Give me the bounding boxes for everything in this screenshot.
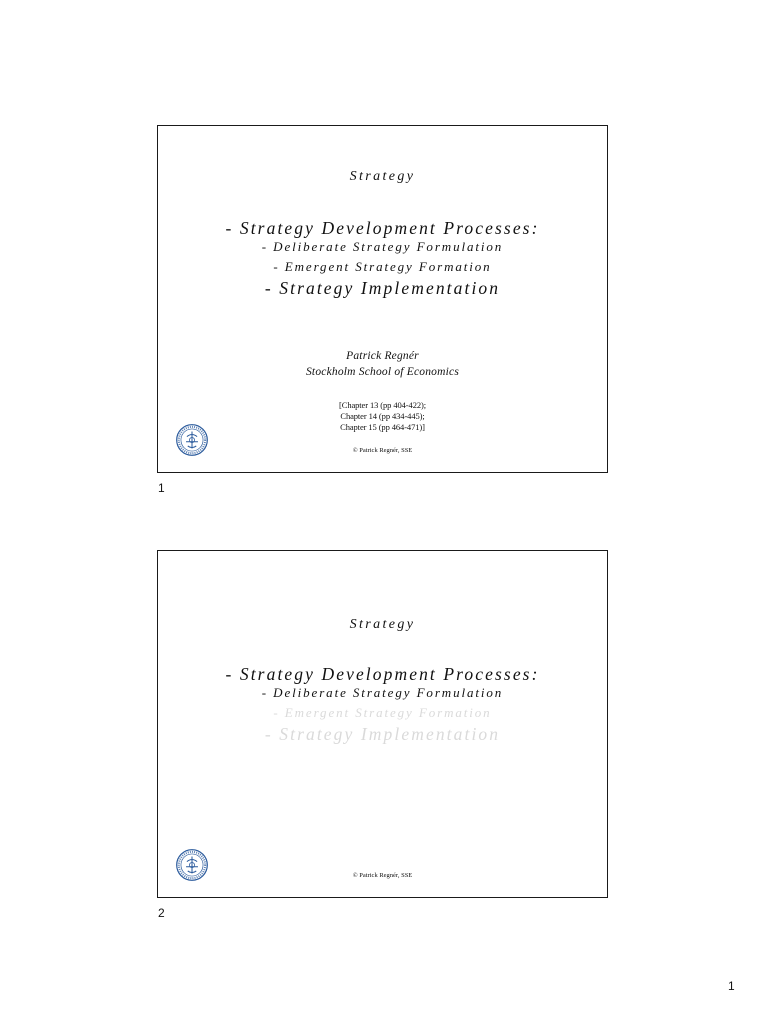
slide-line-implementation: - Strategy Implementation	[264, 278, 501, 298]
slide-1	[157, 125, 608, 473]
slide-heading: - Strategy Development Processes:	[225, 664, 540, 684]
chapter-ref-2: Chapter 14 (pp 434-445);	[340, 411, 425, 421]
slide-number: 1	[158, 481, 165, 495]
school-seal-icon	[175, 423, 209, 457]
slide-title: Strategy	[349, 169, 416, 184]
chapter-ref-1: [Chapter 13 (pp 404-422);	[339, 400, 426, 410]
chapter-ref-3: Chapter 15 (pp 464-471)]	[340, 422, 425, 432]
slide-line-implementation: - Strategy Implementation	[264, 724, 501, 744]
author-institution: Stockholm School of Economics	[305, 366, 460, 378]
slide-line-emergent: - Emergent Strategy Formation	[273, 705, 492, 720]
slide-line-deliberate: - Deliberate Strategy Formulation	[261, 239, 504, 254]
author-name: Patrick Regnér	[346, 350, 419, 362]
slide-heading: - Strategy Development Processes:	[225, 218, 540, 238]
copyright-text: © Patrick Regnér, SSE	[352, 872, 413, 879]
page-number: 1	[728, 979, 735, 993]
slide-line-emergent: - Emergent Strategy Formation	[273, 259, 492, 274]
school-seal-icon	[175, 848, 209, 882]
slide-title: Strategy	[349, 617, 416, 632]
copyright-text: © Patrick Regnér, SSE	[352, 447, 413, 454]
slide-2	[157, 550, 608, 898]
slide-number: 2	[158, 906, 165, 920]
slide-line-deliberate: - Deliberate Strategy Formulation	[261, 685, 504, 700]
